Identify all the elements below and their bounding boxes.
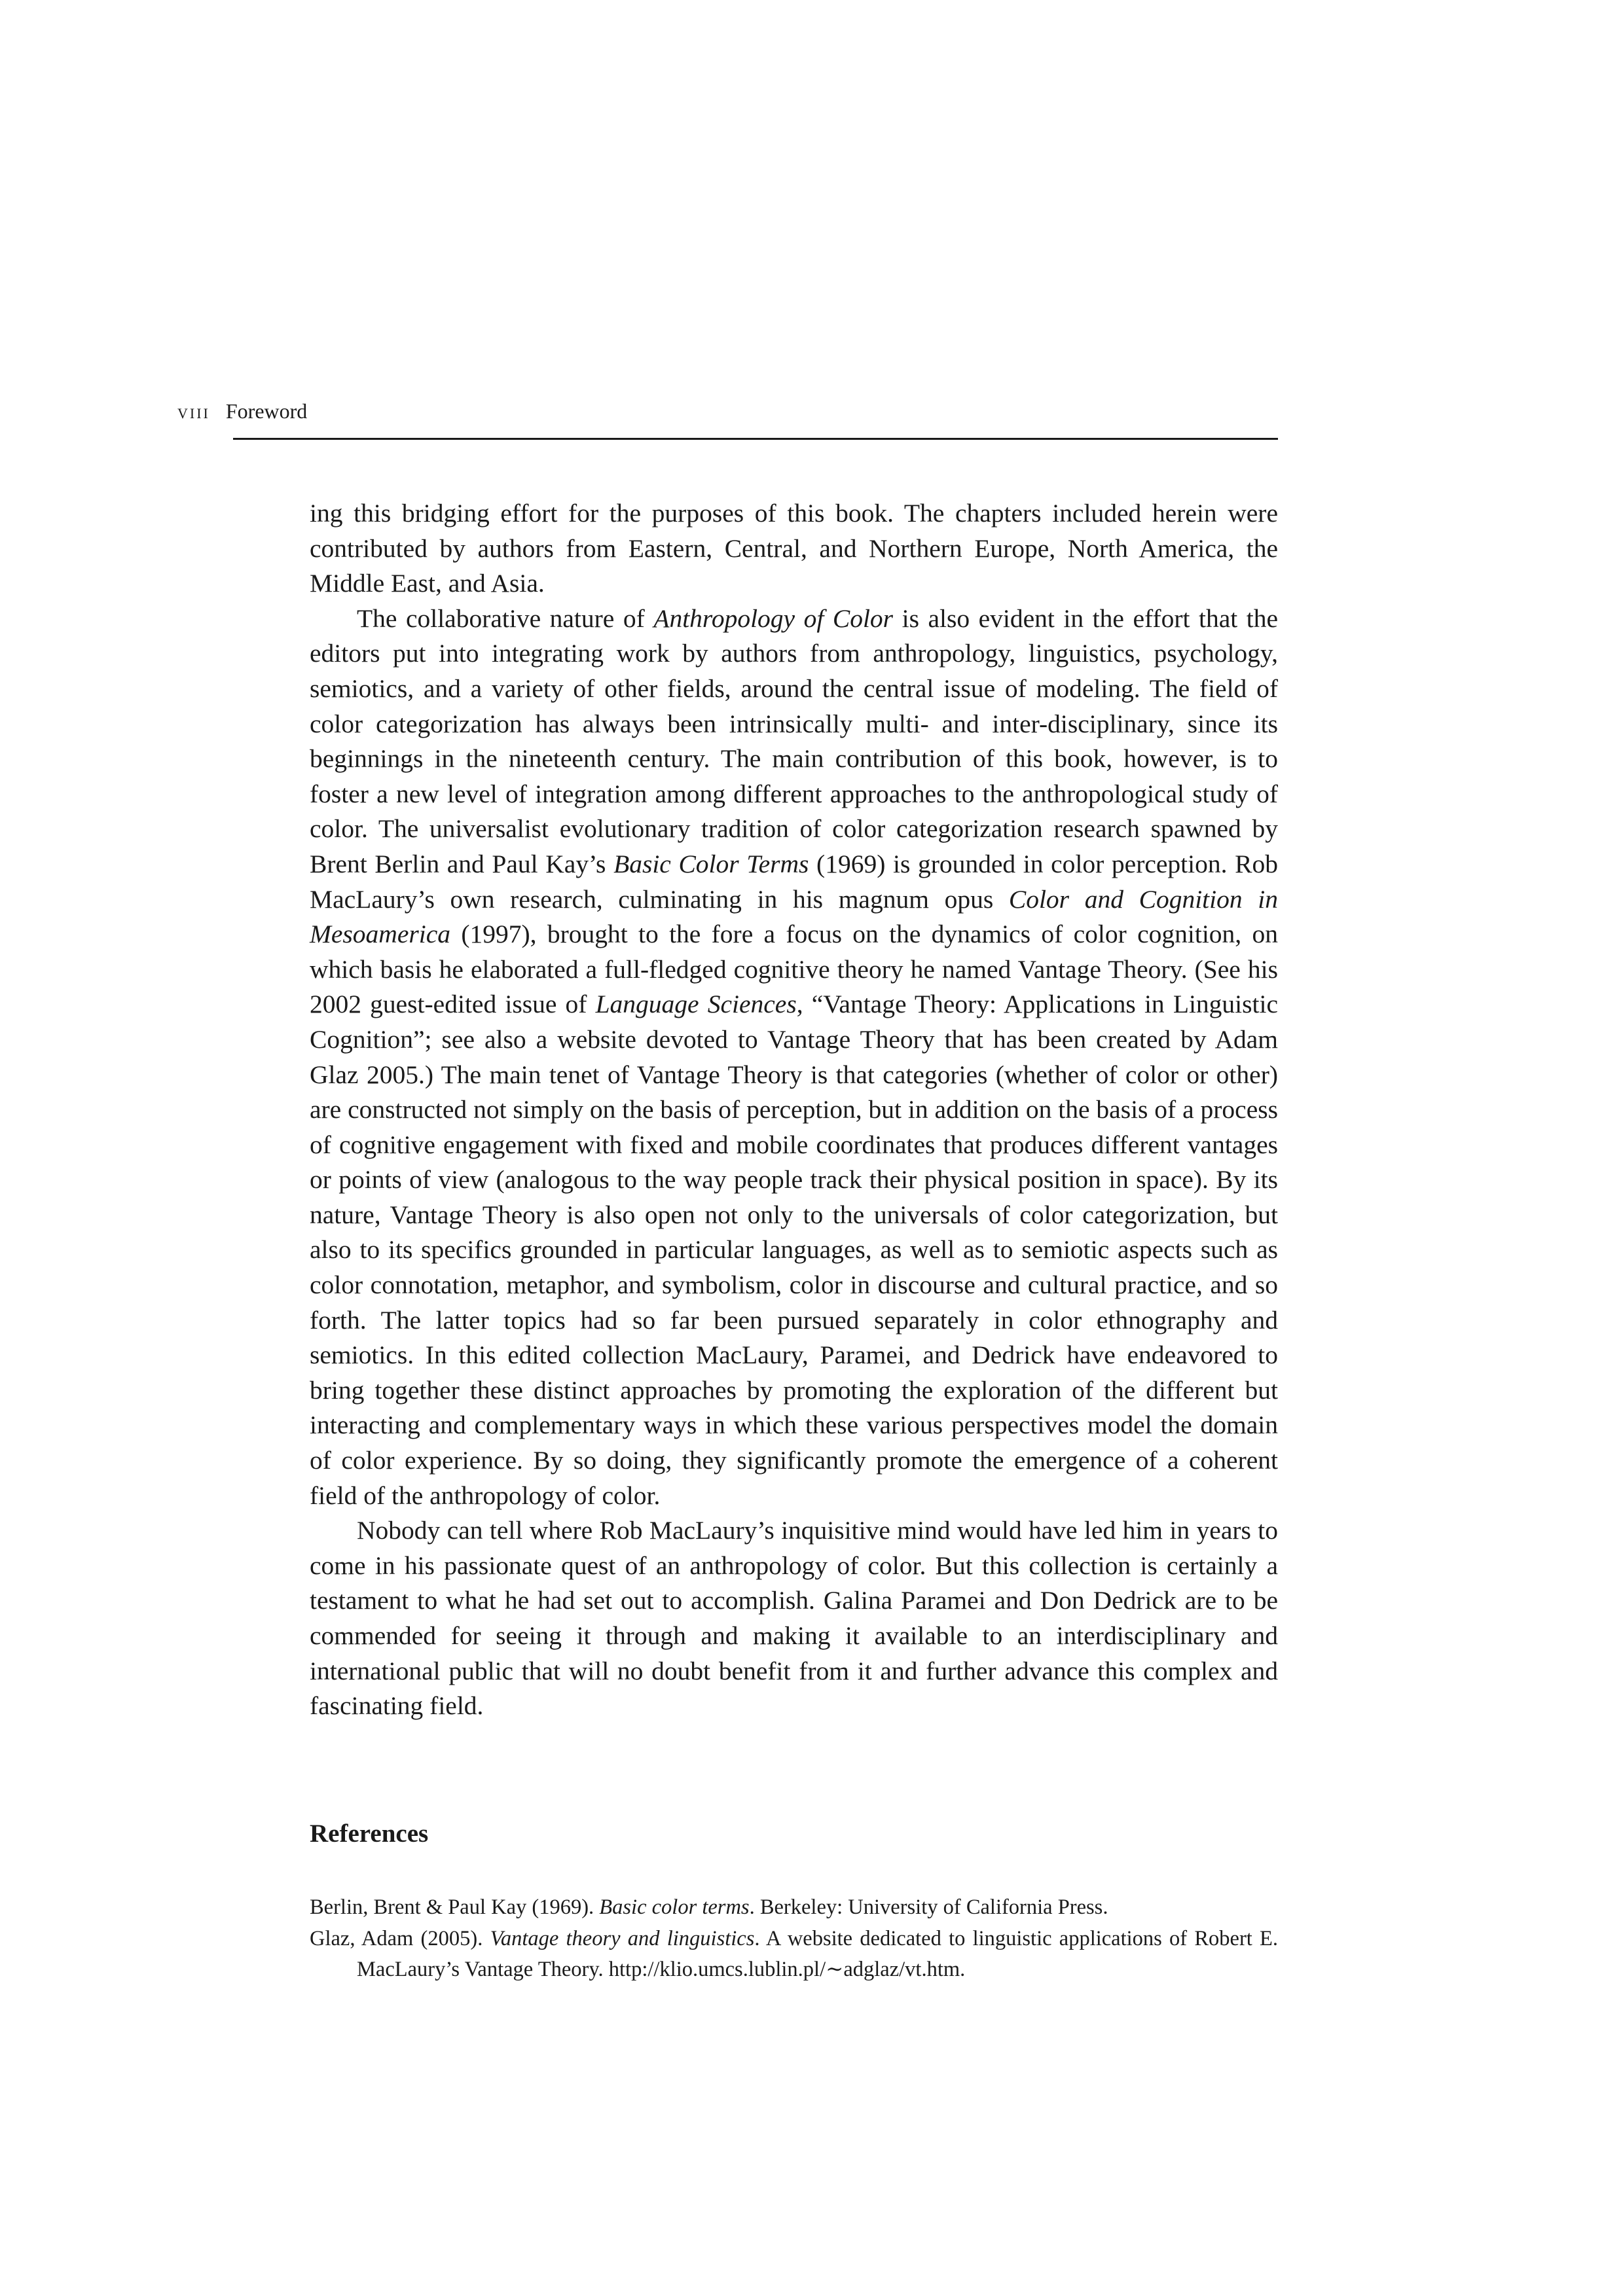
book-title-color-and-cognition: Color and Cognition in Mesoamerica: [310, 884, 1278, 949]
body-text: [310, 496, 1278, 1724]
reference-title: Basic color terms: [599, 1895, 750, 1919]
paragraph-1: ing this bridging effort for the purposes of this book. The chapters included herein were contributed by authors from Eastern, Central, and Northern Europe, North America, the Middle East, and Asia.: [310, 499, 1278, 598]
paragraph-2-text: (1969) is grounded in color perception. Rob MacLaury’s own research, culminating in his magnum opus: [310, 849, 1278, 914]
paragraph-2-text: , “Vantage Theory: Applications in Linguistic Cognition”; see also a website devoted to Vantage Theory that has been created by Adam Glaz 2005.) The main tenet of Vantage Theory is that categories (whether of color or other) are constructed not simply on the basis of perception, but in addition on the basis of a process of cognitive engagement with fixed and mobile coordinates that produces different vantages or points of view (analogous to the way people track their physical position in space). By its nature, Vantage Theory is also open not only to the universals of color categorization, but also to its specifics grounded in particular languages, as well as to semiotic aspects such as color connotation, metaphor, and symbolism, color in discourse and cultural practice, and so forth. The latter topics had so far been pursued separately in color ethnography and semiotics. In this edited collection MacLaury, Paramei, and Dedrick have endeavored to bring together these distinct approaches by promoting the exploration of the different but interacting and complementary ways in which these various perspectives model the domain of color experience. By so doing, they significantly promote the emergence of a coherent field of the anthropology of color.: [310, 990, 1278, 1510]
running-head-title: Foreword: [225, 399, 308, 423]
reference-authors: Glaz, Adam (2005).: [310, 1926, 490, 1950]
paragraph-2-text: is also evident in the effort that the editors put into integrating work by authors from anthropology, linguistics, psychology, semiotics, and a variety of other fields, around the central issue of modeling. The field of color categorization has always been intrinsically multi- and inter-disciplinary, since its beginnings in the nineteenth century. The main contribution of this book, however, is to foster a new level of integration among different approaches to the anthropological study of color. The universalist evolutionary tradition of color categorization research spawned by Brent Berlin and Paul Kay’s: [310, 603, 1279, 878]
reference-details: . Berkeley: University of California Press.: [749, 1895, 1108, 1919]
book-title-basic-color-terms: Basic Color Terms: [613, 849, 809, 878]
paragraph-2-text: The collaborative nature of: [357, 603, 654, 633]
paragraph-2: [310, 601, 1278, 1513]
page-number: viii: [177, 399, 210, 423]
paragraph-2-text: (1997), brought to the fore a focus on the dynamics of color cognition, on which basis he elaborated a full-fledged cognitive theory he named Vantage Theory. (See his 2002 guest-edited issue of: [310, 920, 1278, 1019]
header-rule: [233, 438, 1278, 440]
references-list: [310, 1892, 1278, 1986]
paragraph-3: Nobody can tell where Rob MacLaury’s inquisitive mind would have led him in years to come in his passionate quest of an anthropology of color. But this collection is certainly a testament to what he had set out to accomplish. Galina Paramei and Don Dedrick are to be commended for seeing it through and making it available to an interdisciplinary and international public that will no doubt benefit from it and further advance this complex and fascinating field.: [310, 1516, 1278, 1721]
references-heading: References: [310, 1820, 429, 1848]
reference-title: Vantage theory and linguistics: [490, 1926, 755, 1950]
reference-details: . A website dedicated to linguistic applications of Robert E. MacLaury’s Vantage Theory. http://klio.umcs.lublin.pl/∼adglaz/vt.htm.: [357, 1926, 1278, 1981]
reference-item: [310, 1924, 1278, 1986]
journal-title-language-sciences: Language Sciences: [595, 990, 797, 1019]
reference-item: [310, 1892, 1278, 1924]
reference-authors: Berlin, Brent & Paul Kay (1969).: [310, 1895, 600, 1919]
book-title-anthropology-of-color: Anthropology of Color: [653, 603, 894, 633]
running-head: [177, 398, 307, 424]
